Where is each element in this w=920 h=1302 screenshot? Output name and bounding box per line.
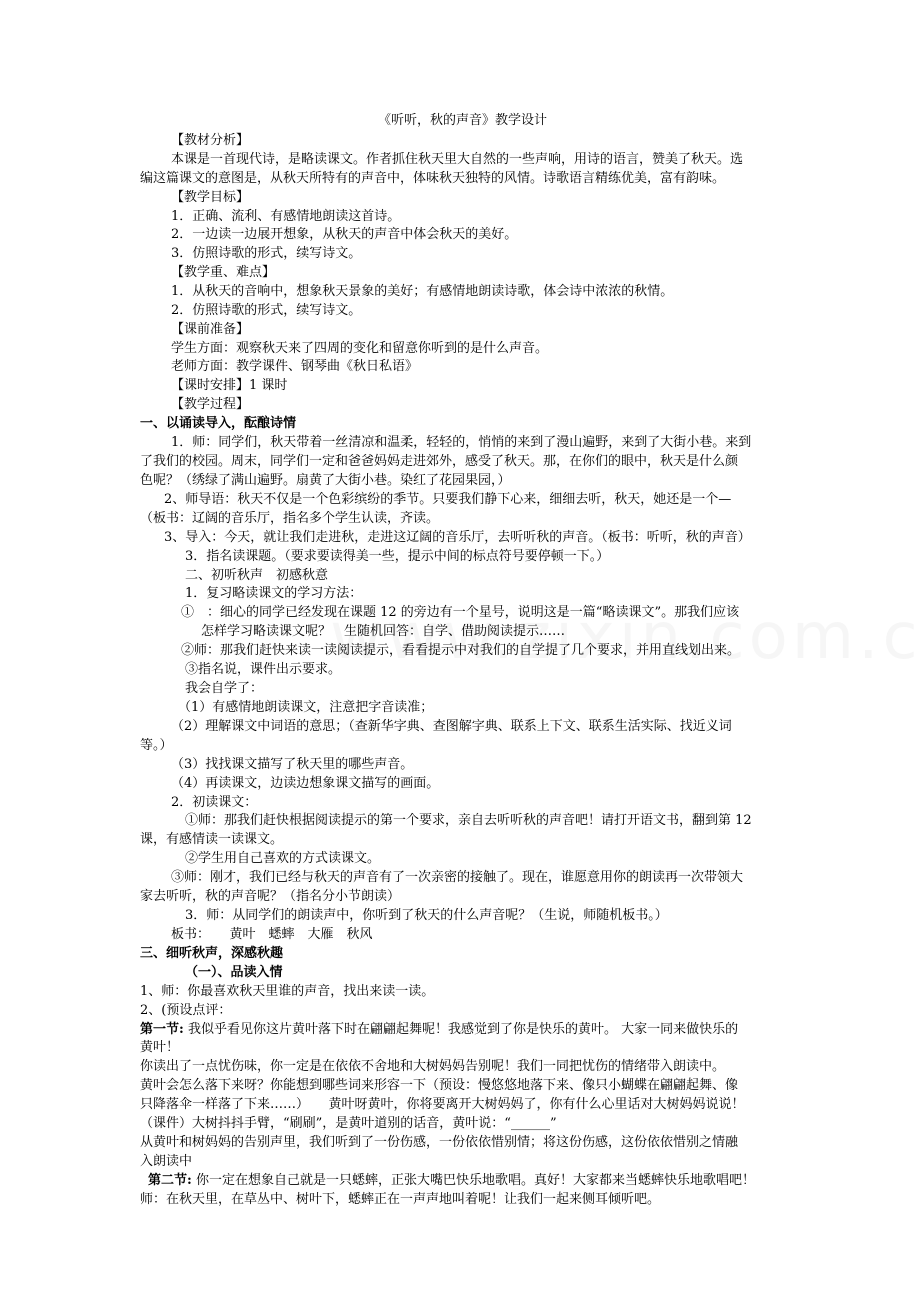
paragraph-line: 1．复习略读课文的学习方法： [185, 586, 363, 601]
list-item: （3）找找课文描写了秋天里的哪些声音。 [171, 757, 414, 772]
paragraph-line [140, 1021, 738, 1039]
paragraph-line: （课件）大树抖抖手臂，“刷刷”，是黄叶道别的话音，黄叶说：“______” [140, 1116, 557, 1131]
section-heading: 【教材分析】 [171, 133, 250, 148]
paragraph-line: 学生方面：观察秋天来了四周的变化和留意你听到的是什么声音。 [171, 341, 549, 356]
paragraph-line [148, 1172, 755, 1190]
list-item: 2．一边读一边展开想象，从秋天的声音中体会秋天的美好。 [171, 227, 518, 242]
part-heading: 一、以诵读导入，酝酿诗情 [140, 416, 297, 431]
paragraph-line: 3．指名读课题。（要求要读得美一些，提示中间的标点符号要停顿一下。） [185, 549, 610, 564]
list-item: 3．仿照诗歌的形式，续写诗文。 [171, 246, 362, 261]
board-writing: 板书： 黄叶 蟋蟀 大雁 秋风 [171, 927, 373, 942]
list-item: 1．从秋天的音响中，想象秋天景象的美好；有感情地朗读诗歌，体会诗中浓浓的秋情。 [171, 284, 674, 299]
list-item: （1）有感情地朗读课文，注意把字音读准； [178, 700, 434, 715]
paragraph-line: 入朗读中 [140, 1154, 193, 1169]
paragraph-line: 1、师：你最喜欢秋天里谁的声音，找出来读一读。 [140, 984, 435, 999]
paragraph-line: 2、师导语：秋天不仅是一个色彩缤纷的季节。只要我们静下心来，细细去听，秋天，她还是一个— [164, 492, 732, 507]
paragraph-line: ②师：那我们赶快来读一读阅读提示，看看提示中对我们的自学提了几个要求，并用直线划出来。 [181, 643, 741, 658]
paragraph-line: 怎样学习略读课文呢？ 生随机回答：自学、借助阅读提示…… [201, 624, 566, 639]
document-title: 《听听，秋的声音》教学设计 [378, 113, 548, 128]
paragraph-line: ②学生用自己喜欢的方式读课文。 [185, 851, 381, 866]
paragraph-line: ③师：刚才，我们已经与秋天的声音有了一次亲密的接触了。现在，谁愿意用你的朗读再一次带领大 [171, 870, 744, 885]
paragraph-line: 家去听听，秋的声音呢？（指名分小节朗读） [140, 889, 401, 904]
paragraph-line: 了我们的校园。周末，同学们一定和爸爸妈妈走进郊外，感受了秋天。那，在你们的眼中，秋天是什么颜 [140, 454, 739, 469]
paragraph-line: ③指名说，课件出示要求。 [185, 662, 342, 677]
paragraph-line: 2、(预设点评： [140, 1003, 232, 1018]
paragraph-line: 我会自学了： [185, 681, 264, 696]
sub-heading: 二、初听秋声 初感秋意 [185, 568, 329, 583]
section-heading: 【课前准备】 [171, 322, 250, 337]
paragraph-line: 色呢？（绣绿了满山遍野。扇黄了大街小巷。染红了花园果园，） [140, 473, 511, 488]
paragraph-line: ①师：那我们赶快根据阅读提示的第一个要求，亲自去听听秋的声音吧！请打开语文书，翻到第 12 [185, 813, 752, 828]
paragraph-line: 黄叶！ [140, 1040, 180, 1055]
paragraph-line: （板书：辽阔的音乐厅，指名多个学生认读，齐读。 [140, 511, 440, 526]
paragraph-line: 老师方面：教学课件、钢琴曲《秋日私语》 [171, 359, 419, 374]
paragraph-line: 3、导入：今天，就让我们走进秋，走进这辽阔的音乐厅，去听听秋的声音。（板书：听听，秋的声音） [164, 530, 751, 545]
paragraph-line: 本课是一首现代诗，是略读课文。作者抓住秋天里大自然的一些声响，用诗的语言，赞美了秋天。选 [171, 152, 744, 167]
stanza-label: 第二节: [148, 1173, 192, 1188]
section-heading: 【教学重、难点】 [171, 265, 276, 280]
stanza-label: 第一节: [140, 1022, 184, 1037]
stanza-text: 你一定在想象自己就是一只蟋蟀，正张大嘴巴快乐地歌唱。真好！大家都来当蟋蟀快乐地歌唱吧！ [191, 1173, 755, 1188]
section-heading: 【课时安排】1 课时 [171, 378, 288, 393]
list-item: （2）理解课文中词语的意思；（查新华字典、查图解字典、联系上下文、联系生活实际、找近义词 [171, 719, 732, 734]
part-heading: 三、细听秋声，深感秋趣 [140, 946, 284, 961]
paragraph-line: 课，有感情读一读课文。 [140, 832, 284, 847]
paragraph-line: 只降落伞一样落了下来……） 黄叶呀黄叶，你将要离开大树妈妈了，你有什么心里话对大树妈妈说说！ [140, 1097, 745, 1112]
paragraph-line: 从黄叶和树妈妈的告别声里，我们听到了一份伤感，一份依依惜别情；将这份伤感，这份依依惜别之情融 [140, 1135, 739, 1150]
list-item: 等。） [140, 738, 173, 753]
paragraph-line: 黄叶会怎么落下来呀？你能想到哪些词来形容一下（预设：慢悠悠地落下来、像只小蝴蝶在翩翩起舞、像 [140, 1078, 739, 1093]
paragraph-line: 2．初读课文： [171, 795, 258, 810]
paragraph-line: 师：在秋天里，在草丛中、树叶下，蟋蟀正在一声声地叫着呢！让我们一起来侧耳倾听吧。 [140, 1192, 661, 1207]
paragraph-line: 编这篇课文的意图是，从秋天所特有的声音中，体味秋天独特的风情。诗歌语言精练优美，富有韵味。 [140, 171, 726, 186]
paragraph-line: 1．师：同学们，秋天带着一丝清凉和温柔，轻轻的，悄悄的来到了漫山遍野，来到了大街小巷。来到 [171, 435, 752, 450]
section-heading: 【教学目标】 [171, 190, 250, 205]
section-heading: 【教学过程】 [171, 397, 250, 412]
sub-heading: （一）、品读入情 [185, 965, 283, 980]
list-item: 1．正确、流利、有感情地朗读这首诗。 [171, 209, 401, 224]
list-item: 2．仿照诗歌的形式，续写诗文。 [171, 303, 362, 318]
list-item: （4）再读课文，边读边想象课文描写的画面。 [171, 776, 440, 791]
paragraph-line: 3．师：从同学们的朗读声中，你听到了秋天的什么声音呢？（生说，师随机板书。） [185, 908, 668, 923]
stanza-text: 我似乎看见你这片黄叶落下时在翩翩起舞呢！我感觉到了你是快乐的黄叶。 大家一同来做快乐的 [183, 1022, 739, 1037]
paragraph-line: 你读出了一点忧伤味，你一定是在依依不舍地和大树妈妈告别呢！我们一同把忧伤的情绪带入朗读中。 [140, 1059, 726, 1074]
paragraph-line: ① ：细心的同学已经发现在课题 12 的旁边有一个星号，说明这是一篇“略读课文”。那我们应该 [181, 605, 740, 620]
